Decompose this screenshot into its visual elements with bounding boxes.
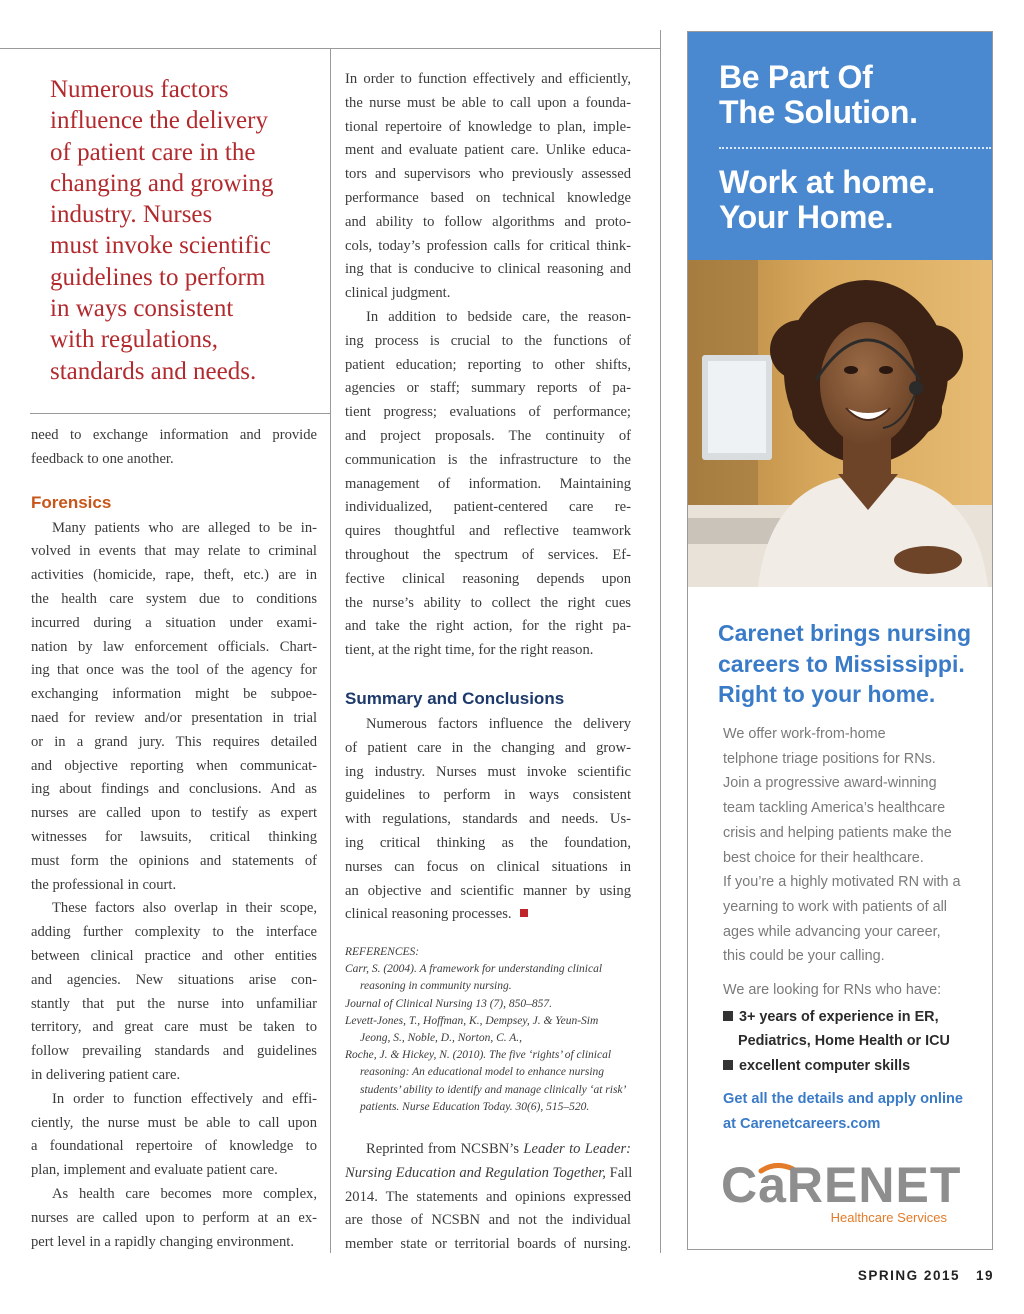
pull-quote-line: with regulations, (50, 326, 219, 354)
reference-line: Jeong, S., Noble, D., Norton, C. A., (360, 1032, 523, 1045)
body-line: the professional in court. (31, 876, 177, 893)
body-line: with regulations, standards and needs. Us- (345, 811, 631, 828)
body-line: Numerous factors influence the delivery (366, 715, 631, 732)
reference-line: Carr, S. (2004). A framework for understanding clinical (345, 963, 603, 976)
reference-line: reasoning in community nursing. (360, 980, 512, 993)
forensics-paragraph-3 (31, 1088, 317, 1183)
ad-body-copy: We offer work-from-home telphone triage positions for RNs. Join a progressive award-winning team tackling America’s healthcare crisis and helping patients make the best choice for their healthcare. If you’re a highly motivated RN with a yearning to work with patients of all ages while advancing your career, this could be your calling. (723, 726, 961, 965)
body-line: ing process is crucial to the functions of (345, 332, 631, 349)
column-divider-left (330, 48, 331, 1253)
pull-quote-line: Numerous factors (50, 76, 229, 103)
reference-list (345, 961, 630, 1116)
body-line: ing that once was the tool of the agency for (31, 662, 317, 679)
summary-heading: Summary and Conclusions (345, 688, 565, 708)
reprint-title: Leader to Leader: (523, 1141, 631, 1157)
body-line: nurses are called upon to testify as expert (31, 805, 317, 822)
body-line: an objective and scientific manner by using (345, 882, 631, 899)
ad-subheadline: Carenet brings nursing careers to Mississippi. Right to your home. (718, 620, 972, 707)
body-line: plan, implement and evaluate patient care. (31, 1162, 278, 1179)
end-of-article-icon (520, 909, 528, 917)
body-line: activities (homicide, rape, theft, etc.) are in (31, 567, 317, 584)
body-line: territory, and great care must be taken to (31, 1019, 317, 1036)
reprint-text: Reprinted from NCSBN’s (366, 1141, 524, 1157)
page-footer (858, 1268, 994, 1283)
body-line: In addition to bedside care, the reason- (366, 308, 631, 325)
reference-line: Levett-Jones, T., Hoffman, K., Dempsey, J. & Yeun-Sim (345, 1014, 599, 1027)
looking-for-label: We are looking for RNs who have: (723, 982, 942, 998)
body-line: incurred during a situation under exami- (31, 614, 317, 631)
body-line: fective clinical reasoning depends upon (345, 570, 631, 587)
body-line: ciently, the nurse must be able to call upon (31, 1114, 317, 1131)
body-line: individualized, patient-centered care re- (345, 499, 631, 516)
reference-line: patients. Nurse Education Today. 30(6), 515–520. (360, 1100, 590, 1113)
body-line: ing about findings and conclusions. And as (31, 781, 317, 798)
body-line: tient, at the right time, for the right reason. (345, 642, 594, 659)
ad-requirements (723, 978, 950, 1079)
square-bullet-icon (723, 1011, 733, 1021)
body-line: ment and evaluate patient care. Unlike educa- (345, 142, 631, 159)
pull-quote-line: standards and needs. (50, 357, 257, 385)
body-line: or in a grand jury. This requires detailed (31, 733, 317, 750)
body-line: tient progress; evaluations of performance; (345, 404, 631, 421)
apply-online-link[interactable]: Get all the details and apply online at Carenetcareers.com (723, 1091, 964, 1132)
body-line: In order to function effectively and efficiently, (345, 71, 631, 87)
ad-headline-1: Be Part Of The Solution. (719, 59, 918, 130)
pull-quote-line: industry. Nurses (50, 201, 213, 229)
body-line: tors and supervisors who previously assessed (345, 166, 631, 183)
requirement-item: 3+ years of experience in ER, (723, 1005, 950, 1030)
body-line: volved in events that may relate to criminal (31, 543, 317, 560)
body-line: must form the opinions and statements of (31, 852, 317, 869)
middle-paragraph-2 (345, 306, 631, 663)
body-line: Many patients who are alleged to be in- (52, 519, 317, 536)
issue-label: SPRING 2015 (857, 1268, 960, 1283)
body-line: nurses are called upon to perform at an ex- (31, 1209, 317, 1226)
body-line: naed for review and/or presentation in trial (31, 709, 317, 726)
body-line: adding further complexity to the interface (31, 924, 317, 941)
body-line: throughout the spectrum of services. Ef- (345, 546, 631, 563)
body-line: and project proposals. The continuity of (345, 427, 631, 444)
body-line: exchanging information might be subpoe- (31, 686, 317, 703)
body-line: and objective reporting when communicat- (31, 757, 317, 774)
body-line: nurses can focus on clinical situations in (345, 858, 631, 875)
forensics-heading: Forensics (31, 492, 112, 512)
forensics-paragraph-2 (31, 897, 317, 1087)
body-line: of patient care in the changing and grow- (345, 739, 631, 756)
pull-quote-line: in ways consistent (50, 295, 234, 323)
reprint-note (345, 1138, 631, 1257)
carenet-logo (721, 1157, 961, 1227)
body-line: These factors also overlap in their scope, (52, 900, 317, 917)
body-line: in delivering patient care. (31, 1066, 181, 1083)
pullquote-rule (30, 413, 330, 414)
pull-quote-line: influence the delivery (50, 107, 268, 135)
body-line: the nurse’s ability to collect the right cues (345, 594, 631, 611)
body-line: ing industry. Nurses must invoke scientific (345, 763, 631, 780)
body-line: clinical judgment. (345, 285, 451, 302)
body-line: nation by law enforcement officials. Chart- (31, 638, 317, 655)
body-line: and ability to follow algorithms and proto- (345, 213, 631, 230)
body-line: management of information. Maintaining (345, 475, 631, 492)
pull-quote-line: must invoke scientific (50, 232, 271, 260)
references (345, 944, 630, 1116)
square-bullet-icon (723, 1060, 733, 1070)
reprint-text: Fall (605, 1164, 633, 1181)
pull-quote (50, 74, 320, 387)
body-line: witnesses for lawsuits, critical thinking (31, 828, 317, 845)
references-heading: REFERENCES: (345, 946, 420, 958)
body-line: performance based on technical knowledge (345, 189, 631, 206)
body-line: ing that is conducive to clinical reasoning and (345, 261, 631, 278)
forensics-paragraph-4 (31, 1183, 317, 1254)
pull-quote-line: guidelines to perform (50, 263, 266, 291)
body-line: In order to function effectively and effi- (52, 1090, 317, 1107)
reprint-line: member state or territorial boards of nursing. (345, 1236, 631, 1253)
page-number: 19 (975, 1268, 994, 1283)
reprint-line: are those of NCSBN and not the individual (345, 1212, 631, 1229)
ad-banner (688, 32, 993, 260)
requirement-item-continued: Pediatrics, Home Health or ICU (738, 1033, 950, 1050)
reprint-line: 2014. The statements and opinions expressed (345, 1188, 631, 1205)
carenet-logo-wordmark: CaRENET (721, 1157, 961, 1213)
body-line: the nurse must be able to call upon a founda- (345, 94, 631, 111)
body-line: tional repertoire of knowledge to plan, imple- (345, 118, 631, 135)
body-line: agencies or staff; summary reports of pa- (345, 380, 631, 397)
nurse-headset-photo (688, 260, 993, 587)
body-line: pert level in a rapidly changing environment. (31, 1233, 295, 1250)
body-line: cols, today’s profession calls for critical think- (345, 237, 631, 254)
body-line: follow prevailing standards and guidelines (31, 1043, 317, 1060)
carenet-advertisement[interactable] (687, 31, 993, 1250)
forensics-paragraph-1 (31, 517, 317, 898)
requirement-item: excellent computer skills (723, 1054, 950, 1079)
body-line: communication is the infrastructure to the (345, 451, 631, 468)
body-line: between clinical practice and other entities (31, 947, 317, 964)
body-line: As health care becomes more complex, (52, 1185, 317, 1202)
nurse-photo-illustration (688, 260, 993, 587)
body-line: a foundational repertoire of knowledge to (31, 1138, 317, 1155)
body-line: guidelines to perform in ways consistent (345, 787, 631, 804)
body-line: ing critical thinking as the foundation, (345, 834, 631, 851)
body-line: and take the right action, for the right pa- (345, 618, 631, 635)
reference-line: students’ ability to identify and manage clinically ‘at risk’ (360, 1083, 627, 1096)
left-column (31, 424, 317, 1254)
body-line: and agencies. New situations arise con- (31, 971, 317, 988)
middle-column (345, 68, 631, 927)
body-line: need to exchange information and provide (31, 427, 317, 443)
body-line: feedback to one another. (31, 450, 174, 467)
body-line: quires thoughtful and reflective teamwork (345, 523, 631, 540)
column-divider-right (660, 30, 661, 1253)
carenet-tagline: Healthcare Services (830, 1210, 947, 1225)
body-line: stantly that put the nurse into unfamiliar (31, 995, 317, 1012)
reference-line: Roche, J. & Hickey, N. (2010). The five ‘rights’ of clinical (345, 1049, 612, 1062)
summary-paragraph (345, 713, 631, 927)
pull-quote-line: of patient care in the (50, 138, 256, 166)
middle-paragraph-1 (345, 68, 631, 306)
body-line: patient education; reporting to other shifts, (345, 356, 631, 373)
reprint-title: Nursing Education and Regulation Together, (345, 1164, 606, 1181)
dotted-divider (719, 147, 991, 149)
body-line: the health care system due to conditions (31, 590, 317, 607)
ad-headline-2: Work at home. Your Home. (719, 164, 935, 235)
body-line: clinical reasoning processes. (345, 903, 631, 927)
pull-quote-line: changing and growing (50, 169, 274, 197)
reference-line: Journal of Clinical Nursing 13 (7), 850–857. (345, 997, 552, 1010)
reference-line: reasoning: An educational model to enhance nursing (360, 1066, 605, 1079)
